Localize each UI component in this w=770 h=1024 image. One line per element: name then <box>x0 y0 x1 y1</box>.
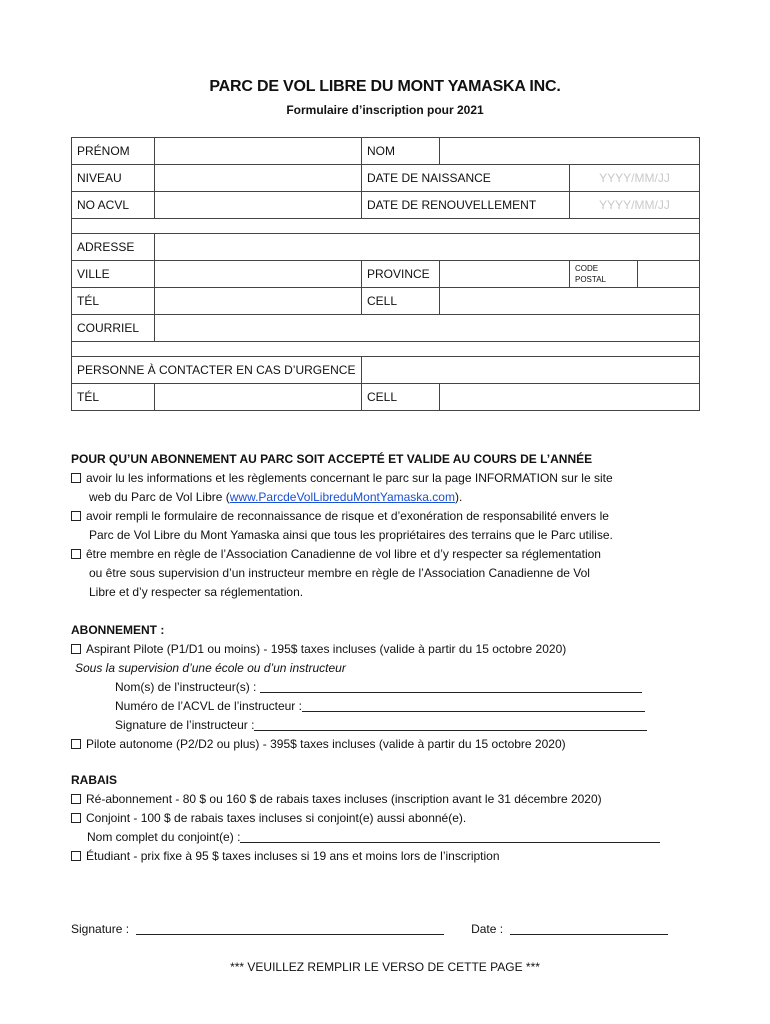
conjoint-nom-label: Nom complet du conjoint(e) : <box>87 830 241 844</box>
urgence-cell-label: CELL <box>362 384 440 411</box>
checkbox-icon[interactable] <box>71 511 81 521</box>
conjoint-nom-line[interactable] <box>240 830 660 843</box>
checkbox-icon[interactable] <box>71 739 81 749</box>
date-renouvellement-label: DATE DE RENOUVELLEMENT <box>362 192 570 219</box>
instructeur-nom-label: Nom(s) de l’instructeur(s) : <box>115 680 257 694</box>
condition-1-line1: avoir lu les informations et les règlements concernant le parc sur la page INFORMATION sur le site <box>86 471 613 485</box>
province-field[interactable] <box>440 261 570 288</box>
courriel-field[interactable] <box>155 315 700 342</box>
date-label: Date : <box>471 922 504 936</box>
tel-field[interactable] <box>155 288 362 315</box>
urgence-cell-field[interactable] <box>440 384 700 411</box>
condition-1-line2-post: ). <box>454 490 463 504</box>
etudiant-option: Étudiant - prix fixe à 95 $ taxes incluses si 19 ans et moins lors de l’inscription <box>86 849 500 863</box>
checkbox-icon[interactable] <box>71 813 81 823</box>
checkbox-icon[interactable] <box>71 794 81 804</box>
rabais-heading: RABAIS <box>71 773 118 787</box>
adresse-label: ADRESSE <box>72 234 155 261</box>
registration-table <box>71 137 700 411</box>
supervision-note: Sous la supervision d’une école ou d’un instructeur <box>75 661 346 675</box>
niveau-label: NIVEAU <box>72 165 155 192</box>
no-acvl-field[interactable] <box>155 192 362 219</box>
urgence-label: PERSONNE À CONTACTER EN CAS D’URGENCE <box>72 357 362 384</box>
instructeur-nom-line[interactable] <box>260 680 642 693</box>
footer-note: *** VEUILLEZ REMPLIR LE VERSO DE CETTE PAGE *** <box>230 960 540 974</box>
nom-label: NOM <box>362 138 440 165</box>
ville-label: VILLE <box>72 261 155 288</box>
condition-2-line1: avoir rempli le formulaire de reconnaissance de risque et d’exonération de responsabilité envers le <box>86 509 609 523</box>
date-naissance-label: DATE DE NAISSANCE <box>362 165 570 192</box>
spacer-row <box>72 219 700 234</box>
adresse-field[interactable] <box>155 234 700 261</box>
abonnement-heading: ABONNEMENT : <box>71 623 165 637</box>
date-line[interactable] <box>510 922 668 935</box>
courriel-label: COURRIEL <box>72 315 155 342</box>
prenom-label: PRÉNOM <box>72 138 155 165</box>
cell-field[interactable] <box>440 288 700 315</box>
conditions-section <box>71 450 613 602</box>
conditions-heading: POUR QU’UN ABONNEMENT AU PARC SOIT ACCEPTÉ ET VALIDE AU COURS DE L’ANNÉE <box>71 452 593 466</box>
nom-field[interactable] <box>440 138 700 165</box>
checkbox-icon[interactable] <box>71 851 81 861</box>
autonome-option: Pilote autonome (P2/D2 ou plus) - 395$ taxes incluses (valide à partir du 15 octobre 2020) <box>86 737 566 751</box>
urgence-tel-field[interactable] <box>155 384 362 411</box>
prenom-field[interactable] <box>155 138 362 165</box>
condition-3-line2: ou être sous supervision d’un instructeur membre en règle de l’Association Canadienne de Vol <box>89 566 590 580</box>
aspirant-option: Aspirant Pilote (P1/D1 ou moins) - 195$ taxes incluses (valide à partir du 15 octobre 2020) <box>86 642 567 656</box>
niveau-field[interactable] <box>155 165 362 192</box>
cell-label: CELL <box>362 288 440 315</box>
code-postal-label-line2: POSTAL <box>575 275 606 284</box>
instructeur-acvl-label: Numéro de l’ACVL de l’instructeur : <box>115 699 302 713</box>
signature-row <box>71 922 699 936</box>
checkbox-icon[interactable] <box>71 644 81 654</box>
instructeur-sig-label: Signature de l’instructeur : <box>115 718 255 732</box>
parc-website-link[interactable]: www.ParcdeVolLibreduMontYamaska.com <box>229 490 455 504</box>
spacer-row <box>72 342 700 357</box>
condition-1-line2-pre: web du Parc de Vol Libre ( <box>89 490 230 504</box>
rabais-section <box>71 771 660 866</box>
province-label: PROVINCE <box>362 261 440 288</box>
code-postal-field[interactable] <box>638 261 700 288</box>
code-postal-label-line1: CODE <box>575 264 599 273</box>
signature-line[interactable] <box>136 922 444 935</box>
form-subtitle: Formulaire d’inscription pour 2021 <box>286 103 484 117</box>
no-acvl-label: NO ACVL <box>72 192 155 219</box>
signature-label: Signature : <box>71 922 130 936</box>
abonnement-section <box>71 621 647 754</box>
conjoint-option: Conjoint - 100 $ de rabais taxes incluses si conjoint(e) aussi abonné(e). <box>86 811 467 825</box>
condition-3-line3: Libre et d’y respecter sa réglementation. <box>89 585 304 599</box>
condition-3-line1: être membre en règle de l’Association Canadienne de vol libre et d’y respecter sa réglementation <box>86 547 601 561</box>
instructeur-acvl-line[interactable] <box>302 699 645 712</box>
code-postal-label <box>570 261 638 288</box>
form-title: PARC DE VOL LIBRE DU MONT YAMASKA INC. <box>209 78 561 95</box>
condition-2-line2: Parc de Vol Libre du Mont Yamaska ainsi que tous les propriétaires des terrains que le Parc utilise. <box>89 528 613 542</box>
date-naissance-field[interactable]: YYYY/MM/JJ <box>570 165 700 192</box>
reabonnement-option: Ré-abonnement - 80 $ ou 160 $ de rabais taxes incluses (inscription avant le 31 décembre 2020) <box>86 792 602 806</box>
checkbox-icon[interactable] <box>71 549 81 559</box>
date-renouvellement-field[interactable]: YYYY/MM/JJ <box>570 192 700 219</box>
urgence-field[interactable] <box>362 357 700 384</box>
ville-field[interactable] <box>155 261 362 288</box>
checkbox-icon[interactable] <box>71 473 81 483</box>
urgence-tel-label: TÉL <box>72 384 155 411</box>
instructeur-sig-line[interactable] <box>254 718 647 731</box>
tel-label: TÉL <box>72 288 155 315</box>
